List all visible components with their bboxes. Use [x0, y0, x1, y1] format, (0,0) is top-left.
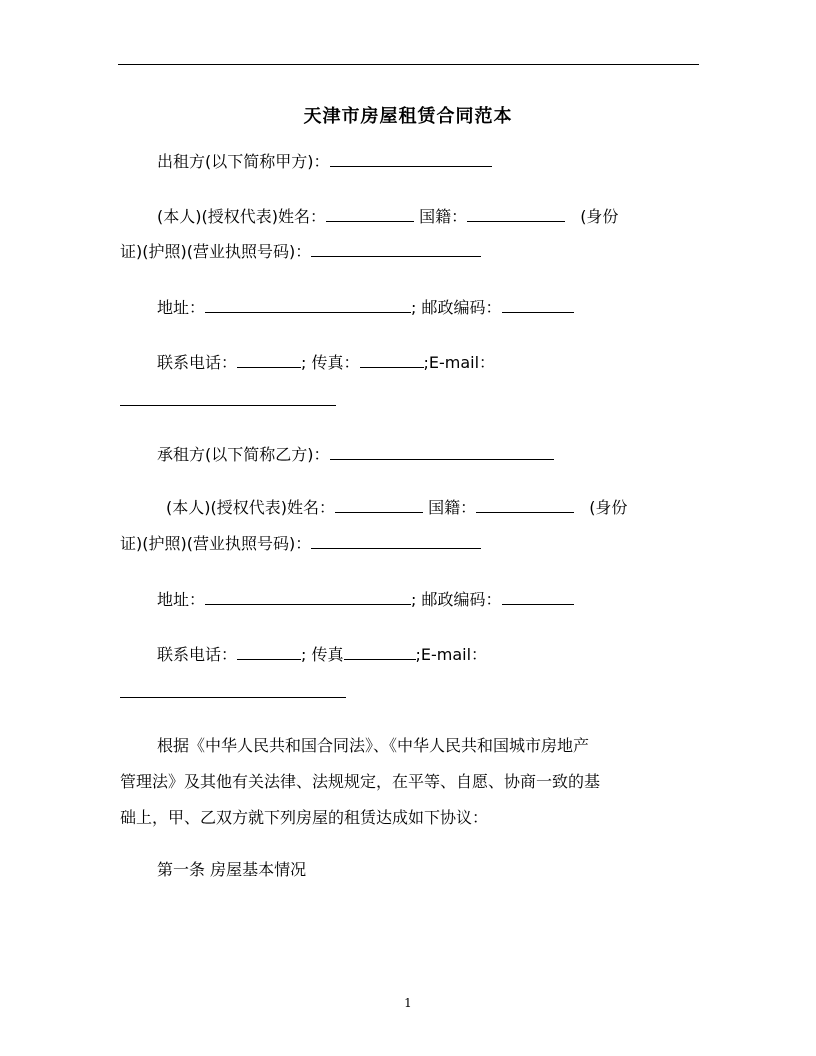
lessee-name-label: (本人)(授权代表)姓名： [166, 498, 335, 517]
lessor-fax-label: ; 传真： [301, 353, 360, 372]
lessor-heading: 出租方(以下简称甲方)： [157, 152, 330, 171]
lessee-contact-line [157, 643, 487, 666]
lessee-person-blank [335, 496, 423, 513]
lessor-person-blank [326, 205, 414, 222]
lessee-address-blank [205, 588, 411, 605]
lessee-name-blank [330, 443, 554, 460]
lessor-id-line [120, 240, 481, 263]
lessor-phone-label: 联系电话： [157, 353, 238, 372]
preamble-line-2: 管理法》及其他有关法律、法规规定，在平等、自愿、协商一致的基 [120, 772, 601, 791]
lessee-phone-label: 联系电话： [157, 645, 238, 664]
lessee-id-label: 证)(护照)(营业执照号码)： [120, 534, 312, 553]
article-1-heading: 第一条 房屋基本情况 [157, 860, 307, 879]
lessor-id-blank [311, 240, 481, 257]
lessee-phone-blank [237, 643, 301, 660]
lessor-heading-line [157, 150, 492, 173]
lessor-nationality-label: 国籍： [419, 207, 468, 226]
page-number: 1 [404, 996, 412, 1010]
lessor-email-label: ;E-mail： [423, 353, 496, 372]
lessor-address-label: 地址： [157, 298, 206, 317]
lessor-name-line [157, 205, 618, 228]
lessee-email-label: ;E-mail： [415, 645, 488, 664]
lessee-address-label: 地址： [157, 590, 206, 609]
lessee-postcode-blank [502, 588, 574, 605]
lessor-address-blank [205, 296, 411, 313]
lessee-id-line [120, 532, 481, 555]
lessor-postcode-blank [502, 296, 574, 313]
lessee-id-blank [311, 532, 481, 549]
lessor-contact-line [157, 351, 495, 374]
lessee-email-blank [120, 681, 346, 698]
lessor-phone-blank [237, 351, 301, 368]
lessor-id-prefix: (身份 [580, 207, 619, 226]
lessee-heading: 承租方(以下简称乙方)： [157, 445, 330, 464]
lessor-fax-blank [360, 351, 424, 368]
lessee-postcode-label: ; 邮政编码： [411, 590, 502, 609]
lessee-address-line [157, 588, 574, 611]
lessee-nationality-label: 国籍： [428, 498, 477, 517]
lessee-nationality-blank [476, 496, 574, 513]
lessee-name-line [166, 496, 627, 519]
lessee-fax-label: ; 传真 [301, 645, 344, 664]
header-rule [118, 64, 699, 65]
lessor-postcode-label: ; 邮政编码： [411, 298, 502, 317]
lessor-email-blank [120, 389, 336, 406]
preamble-line-3: 础上，甲、乙双方就下列房屋的租赁达成如下协议： [120, 808, 489, 827]
document-title: 天津市房屋租赁合同范本 [303, 106, 513, 127]
lessor-name-blank [330, 150, 492, 167]
lessee-fax-blank [344, 643, 416, 660]
lessee-heading-line [157, 443, 554, 466]
preamble-line-1: 根据《中华人民共和国合同法》、《中华人民共和国城市房地产 [157, 736, 590, 755]
lessor-address-line [157, 296, 574, 319]
lessor-name-label: (本人)(授权代表)姓名： [157, 207, 326, 226]
lessor-nationality-blank [467, 205, 565, 222]
lessee-id-prefix: (身份 [589, 498, 628, 517]
lessor-id-label: 证)(护照)(营业执照号码)： [120, 242, 312, 261]
